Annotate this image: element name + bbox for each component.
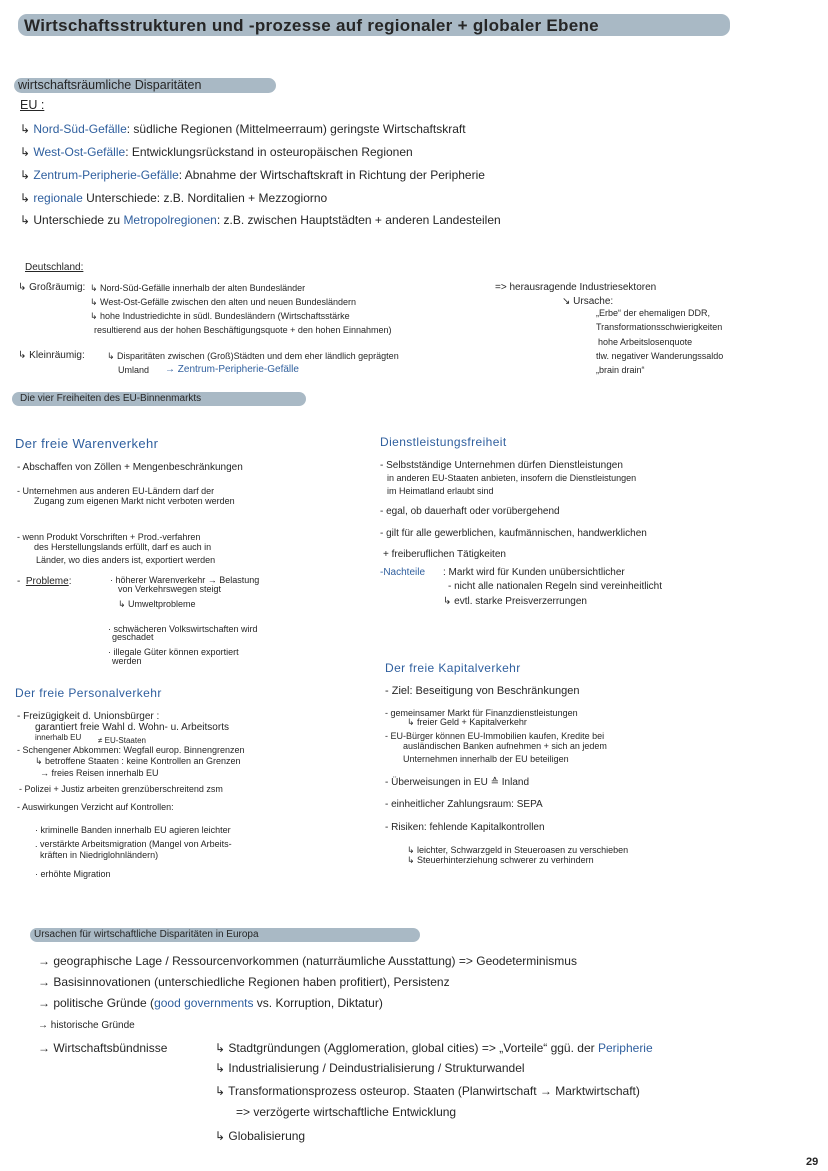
cause-term: good governments bbox=[154, 996, 254, 1010]
cause-term: Peripherie bbox=[597, 1041, 653, 1055]
gross-line: ↳ West-Ost-Gefälle zwischen den alten und neuen Bundesländern bbox=[90, 297, 357, 307]
cause-line: → Basisinnovationen (unterschiedliche Regionen haben profitiert), Persistenz bbox=[38, 975, 450, 989]
problem-line: werden bbox=[112, 656, 142, 666]
eu-item bbox=[20, 146, 413, 160]
capital-line: ↳ leichter, Schwarzgeld in Steueroasen zu verschieben bbox=[407, 845, 629, 855]
cons-line: : Markt wird für Kunden unübersichtlicher bbox=[443, 567, 625, 578]
eu-item-text: : Abnahme der Wirtschaftskraft in Richtung der Peripherie bbox=[178, 168, 485, 182]
eu-item-term: Metropolregionen bbox=[123, 213, 217, 227]
page-number: 29 bbox=[806, 1156, 819, 1168]
services-line: - Selbstständige Unternehmen dürfen Dienstleistungen bbox=[380, 460, 623, 471]
gross-line: ↳ Nord-Süd-Gefälle innerhalb der alten Bundesländer bbox=[90, 283, 306, 293]
services-line: im Heimatland erlaubt sind bbox=[387, 486, 494, 496]
cause-sub bbox=[215, 1042, 653, 1056]
ursache-item: hohe Arbeitslosenquote bbox=[598, 337, 693, 347]
persons-line: - Polizei + Justiz arbeiten grenzüberschreitend zsm bbox=[19, 784, 223, 794]
persons-line: . verstärkte Arbeitsmigration (Mangel von Arbeits- bbox=[35, 839, 232, 849]
cause-text: ↳ Stadtgründungen (Agglomeration, global cities) => „Vorteile“ ggü. der bbox=[215, 1041, 598, 1055]
eu-item bbox=[20, 214, 501, 228]
ursache-item: tlw. negativer Wanderungssaldo bbox=[596, 351, 724, 361]
goods-line: des Herstellungslands erfüllt, darf es auch in bbox=[34, 542, 212, 552]
problem-line: · höherer Warenverkehr → Belastung bbox=[110, 575, 260, 585]
ursache-item: „brain drain“ bbox=[596, 365, 645, 375]
cause-line: → historische Gründe bbox=[38, 1020, 135, 1031]
persons-line: kräften in Niedriglohnländern) bbox=[40, 850, 159, 860]
section-heading-disparities: wirtschaftsräumliche Disparitäten bbox=[18, 78, 202, 92]
eu-item-text: : z.B. zwischen Hauptstädten + anderen Landesteilen bbox=[216, 213, 501, 227]
services-heading: Dienstleistungsfreiheit bbox=[380, 435, 507, 449]
ursache-item: Transformationsschwierigkeiten bbox=[596, 322, 723, 332]
capital-line: - Ziel: Beseitigung von Beschränkungen bbox=[385, 685, 580, 697]
cons-line: ↳ evtl. starke Preisverzerrungen bbox=[443, 596, 587, 607]
cause-sub: ↳ Industrialisierung / Deindustrialisierung / Strukturwandel bbox=[215, 1061, 525, 1075]
persons-line: garantiert freie Wahl d. Wohn- u. Arbeitsorts bbox=[35, 722, 229, 733]
eu-item-term: Nord-Süd-Gefälle bbox=[33, 122, 127, 136]
problem-line: · illegale Güter können exportiert bbox=[108, 647, 239, 657]
eu-item-term: West-Ost-Gefälle bbox=[33, 145, 126, 159]
section-heading-causes: Ursachen für wirtschaftliche Disparitäten in Europa bbox=[34, 929, 259, 940]
persons-line: ↳ betroffene Staaten : keine Kontrollen an Grenzen bbox=[35, 756, 241, 766]
goods-line: - wenn Produkt Vorschriften + Prod.-verfahren bbox=[17, 532, 201, 542]
grossraeumig-label: ↳ Großräumig: bbox=[18, 282, 86, 293]
capital-line: - Überweisungen in EU ≙ Inland bbox=[385, 777, 530, 788]
ursache-label: ↘ Ursache: bbox=[562, 296, 614, 307]
persons-heading: Der freie Personalverkehr bbox=[15, 686, 162, 700]
arrow-icon: ↳ bbox=[20, 122, 34, 136]
persons-line: - Freizügigkeit d. Unionsbürger : bbox=[17, 711, 160, 722]
problem-line: geschadet bbox=[112, 632, 154, 642]
kleinraeumig-label: ↳ Kleinräumig: bbox=[18, 350, 85, 361]
cause-text: → politische Gründe ( bbox=[38, 996, 155, 1010]
germany-label: Deutschland: bbox=[25, 262, 84, 273]
cause-sub: ↳ Globalisierung bbox=[215, 1129, 306, 1143]
problem-line: ↳ Umweltprobleme bbox=[118, 599, 196, 609]
klein-link: → Zentrum-Peripherie-Gefälle bbox=[165, 364, 299, 375]
cons-line: - nicht alle nationalen Regeln sind vereinheitlicht bbox=[448, 581, 663, 592]
page-title: Wirtschaftsstrukturen und -prozesse auf regionaler + globaler Ebene bbox=[24, 16, 599, 35]
problem-line: · schwächeren Volkswirtschaften wird bbox=[108, 624, 258, 634]
cause-text: vs. Korruption, Diktatur) bbox=[253, 996, 383, 1010]
eu-item bbox=[20, 169, 485, 183]
ursache-item: „Erbe“ der ehemaligen DDR, bbox=[596, 308, 711, 318]
capital-line: ↳ freier Geld + Kapitalverkehr bbox=[407, 717, 527, 727]
services-line: in anderen EU-Staaten anbieten, insofern die Dienstleistungen bbox=[387, 473, 637, 483]
section-heading-freedoms: Die vier Freiheiten des EU-Binnenmarkts bbox=[20, 393, 202, 404]
cons-label: -Nachteile bbox=[380, 567, 426, 578]
cause-line bbox=[38, 997, 383, 1011]
goods-line: - Unternehmen aus anderen EU-Ländern darf der bbox=[17, 486, 215, 496]
persons-line: innerhalb EU bbox=[35, 733, 82, 742]
cause-sub: => verzögerte wirtschaftliche Entwicklung bbox=[236, 1105, 457, 1119]
arrow-icon: ↳ bbox=[20, 191, 34, 205]
arrow-icon: ↳ bbox=[20, 168, 34, 182]
eu-item-text: : südliche Regionen (Mittelmeerraum) geringste Wirtschaftskraft bbox=[126, 122, 466, 136]
arrow-icon: ↳ bbox=[20, 145, 34, 159]
cause-line: → Wirtschaftsbündnisse bbox=[38, 1041, 168, 1055]
problems-row: - Probleme: bbox=[17, 576, 72, 587]
capital-line: - Risiken: fehlende Kapitalkontrollen bbox=[385, 822, 545, 833]
goods-line: Länder, wo dies anders ist, exportiert werden bbox=[36, 555, 216, 565]
services-line: - gilt für alle gewerblichen, kaufmännischen, handwerklichen bbox=[380, 528, 647, 539]
eu-item-text: Unterschiede: z.B. Norditalien + Mezzogiorno bbox=[82, 191, 328, 205]
capital-heading: Der freie Kapitalverkehr bbox=[385, 661, 521, 675]
gross-line: resultierend aus der hohen Beschäftigungsquote + den hohen Einnahmen) bbox=[94, 325, 392, 335]
klein-line: Umland bbox=[118, 365, 150, 375]
cause-sub: ↳ Transformationsprozess osteurop. Staaten (Planwirtschaft → Marktwirtschaft) bbox=[215, 1084, 640, 1098]
capital-line: - gemeinsamer Markt für Finanzdienstleistungen bbox=[385, 708, 578, 718]
persons-line: ≠ EU-Staaten bbox=[98, 736, 146, 745]
eu-label: EU : bbox=[20, 98, 45, 112]
services-line: - egal, ob dauerhaft oder vorübergehend bbox=[380, 506, 560, 517]
problems-label: Probleme bbox=[25, 576, 69, 587]
eu-item-term: Zentrum-Peripherie-Gefälle bbox=[33, 168, 179, 182]
capital-line: ↳ Steuerhinterziehung schwerer zu verhindern bbox=[407, 855, 594, 865]
eu-item-text: : Entwicklungsrückstand in osteuropäischen Regionen bbox=[125, 145, 413, 159]
klein-line: ↳ Disparitäten zwischen (Groß)Städten und dem eher ländlich geprägten bbox=[107, 351, 399, 361]
capital-line: - einheitlicher Zahlungsraum: SEPA bbox=[385, 799, 543, 810]
capital-line: - EU-Bürger können EU-Immobilien kaufen, Kredite bei bbox=[385, 731, 605, 741]
goods-line: - Abschaffen von Zöllen + Mengenbeschränkungen bbox=[17, 462, 243, 473]
gross-line: ↳ hohe Industriedichte in südl. Bundesländern (Wirtschaftsstärke bbox=[90, 311, 350, 321]
capital-line: ausländischen Banken aufnehmen + sich an jedem bbox=[403, 741, 607, 751]
problem-line: von Verkehrswegen steigt bbox=[118, 584, 222, 594]
result-text: => herausragende Industriesektoren bbox=[495, 282, 657, 293]
capital-line: Unternehmen innerhalb der EU beteiligen bbox=[403, 754, 569, 764]
persons-line: - Auswirkungen Verzicht auf Kontrollen: bbox=[17, 802, 174, 812]
eu-item bbox=[20, 123, 466, 137]
persons-line: · erhöhte Migration bbox=[35, 869, 111, 879]
eu-item bbox=[20, 192, 327, 206]
goods-line: Zugang zum eigenen Markt nicht verboten werden bbox=[34, 496, 235, 506]
persons-line: - Schengener Abkommen: Wegfall europ. Binnengrenzen bbox=[17, 745, 245, 755]
services-line: + freiberuflichen Tätigkeiten bbox=[383, 549, 506, 560]
persons-line: → freies Reisen innerhalb EU bbox=[40, 768, 159, 778]
goods-heading: Der freie Warenverkehr bbox=[15, 436, 159, 451]
persons-line: · kriminelle Banden innerhalb EU agieren leichter bbox=[35, 825, 231, 835]
eu-item-prefix: ↳ Unterschiede zu bbox=[20, 213, 124, 227]
cause-line: → geographische Lage / Ressourcenvorkommen (naturräumliche Ausstattung) => Geodeterminismus bbox=[38, 954, 577, 968]
eu-item-term: regionale bbox=[33, 191, 83, 205]
